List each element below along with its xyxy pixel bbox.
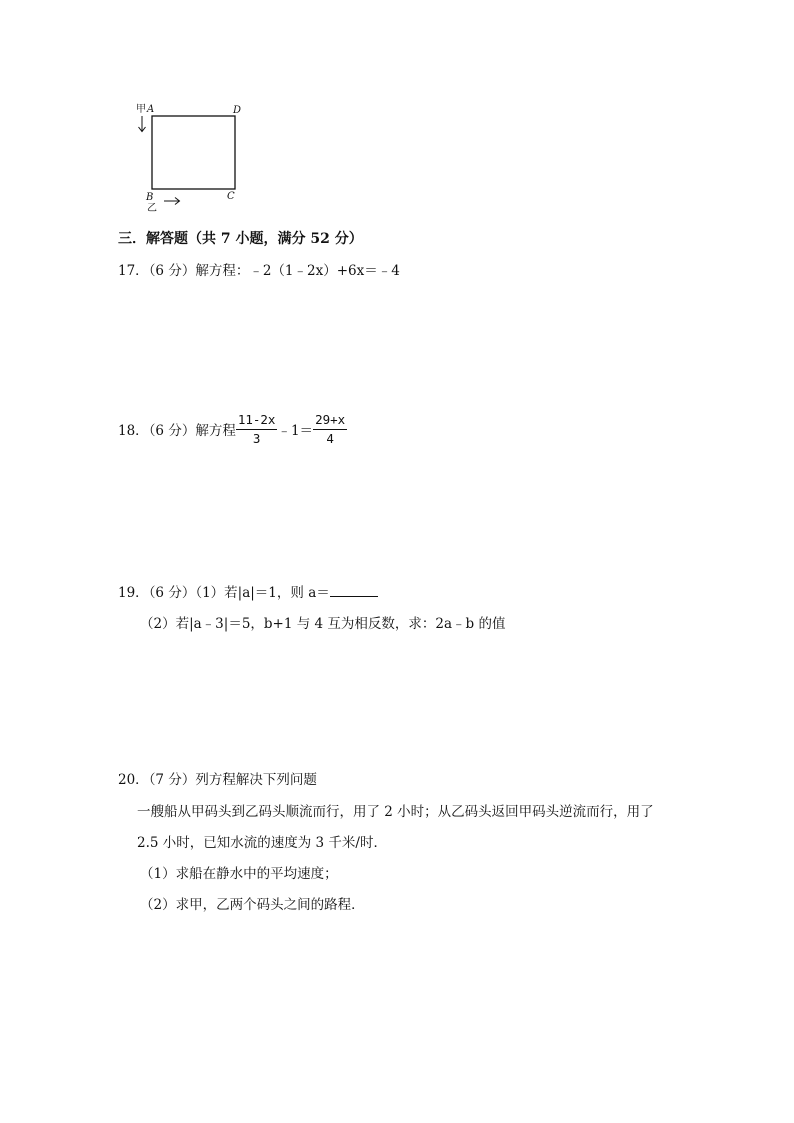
fraction-right <box>313 412 347 446</box>
question-19 <box>118 581 378 601</box>
question-score: （6 分） <box>148 263 196 279</box>
vertex-a-label: A <box>147 104 155 115</box>
question-number: 19． <box>118 585 149 601</box>
question-stem: 解方程： <box>195 263 250 279</box>
fraction-right-denominator: 4 <box>326 430 334 446</box>
question-18 <box>118 412 347 446</box>
question-score: （7 分） <box>148 772 196 788</box>
question-stem: 解方程 <box>195 423 236 440</box>
vertex-d-label: D <box>233 105 242 116</box>
question-20-part-2: （2）求甲，乙两个码头之间的路程． <box>140 897 365 913</box>
vertex-b-label: B <box>146 192 154 203</box>
fraction-left <box>236 412 278 446</box>
square-figure <box>132 100 252 220</box>
walker-yi-label: 乙 <box>147 203 157 214</box>
question-score: （6 分） <box>148 585 196 601</box>
arrow-down-icon <box>139 116 146 132</box>
answer-blank <box>330 582 378 597</box>
question-19-part-2: （2）若|a﹣3|＝5，b+1 与 4 互为相反数，求：2a﹣b 的值 <box>140 616 506 632</box>
equation: ﹣2（1﹣2x）+6x＝﹣4 <box>249 263 400 279</box>
question-20-line-1: 一艘船从甲码头到乙码头顺流而行，用了 2 小时；从乙码头返回甲码头逆流而行，用了 <box>137 804 654 820</box>
walker-jia-label: 甲 <box>136 104 146 115</box>
question-stem: 列方程解决下列问题 <box>195 772 317 788</box>
section-3-heading: 三．解答题（共 7 小题，满分 52 分） <box>118 231 363 247</box>
question-score: （6 分） <box>148 423 196 440</box>
part-1-text: （1）若|a|＝1，则 a＝ <box>195 585 330 601</box>
fraction-left-numerator: 11-2x <box>236 412 278 430</box>
question-20-line-2: 2.5 小时，已知水流的速度为 3 千米/时． <box>137 835 387 851</box>
fraction-right-numerator: 29+x <box>313 412 347 430</box>
question-20-part-1: （1）求船在静水中的平均速度； <box>140 866 338 882</box>
equation-middle: ﹣1＝ <box>277 423 314 440</box>
question-20 <box>118 768 317 788</box>
question-number: 20． <box>118 772 149 788</box>
fraction-left-denominator: 3 <box>252 430 261 446</box>
question-number: 17． <box>118 263 149 279</box>
vertex-c-label: C <box>227 191 235 202</box>
question-17 <box>118 259 400 279</box>
arrow-right-icon <box>164 198 180 205</box>
question-number: 18． <box>118 423 149 440</box>
square-abcd <box>152 116 235 189</box>
